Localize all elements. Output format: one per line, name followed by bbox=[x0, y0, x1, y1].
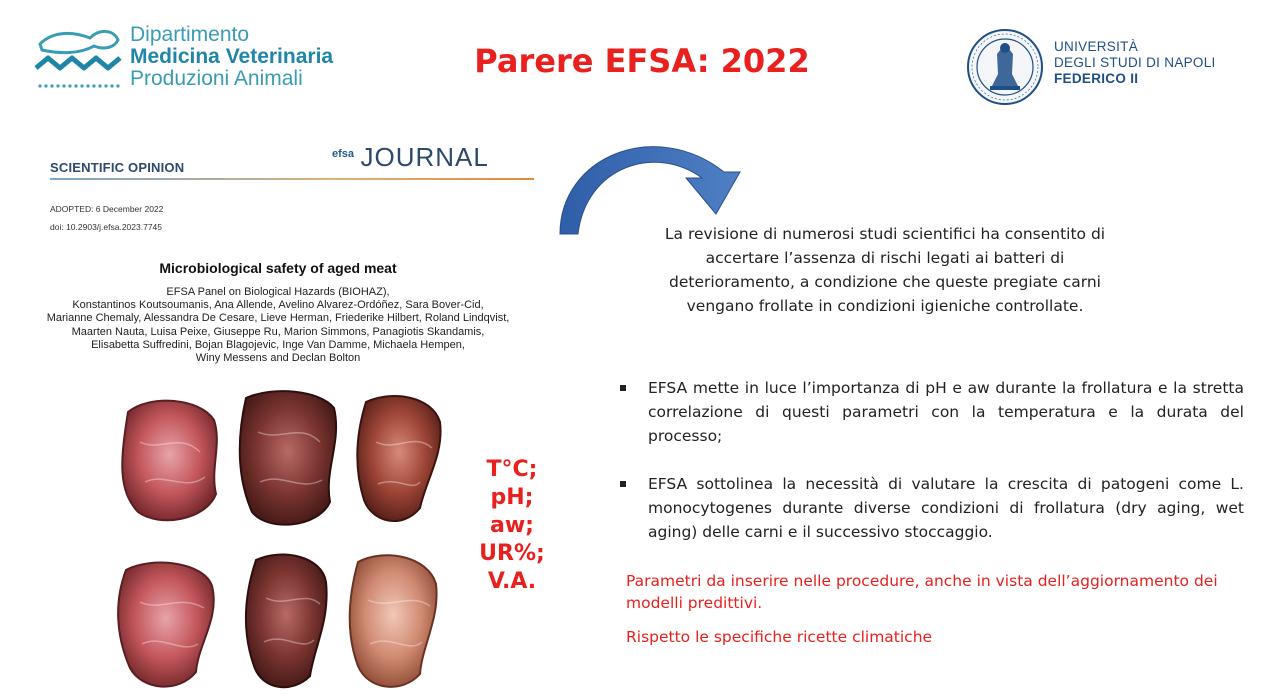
summary-line: deterioramento, a condizione che queste pregiate carni bbox=[669, 273, 1101, 291]
department-line2: Medicina Veterinaria bbox=[130, 45, 334, 68]
param-humidity: UR%; bbox=[479, 541, 545, 566]
department-name bbox=[130, 24, 333, 90]
university-logo bbox=[966, 28, 1256, 108]
note-climate-recipes: Rispetto le specifiche ricette climatiche bbox=[626, 628, 933, 646]
bullet-list bbox=[618, 376, 1244, 568]
author-line: EFSA Panel on Biological Hazards (BIOHAZ), bbox=[166, 286, 390, 298]
parameter-list bbox=[466, 456, 558, 596]
journal-word: JOURNAL bbox=[360, 142, 489, 172]
bullet-item: EFSA mette in luce l’importanza di pH e aw durante la frollatura e la stretta correlazione di questi parametri con la temperatura e la durata del processo; bbox=[618, 376, 1244, 448]
department-line3: Produzioni Animali bbox=[130, 67, 303, 90]
department-line1: Dipartimento bbox=[130, 23, 250, 46]
summary-line: La revisione di numerosi studi scientifici ha consentito di bbox=[664, 225, 1106, 243]
meat-cut bbox=[246, 555, 327, 688]
meat-cut bbox=[350, 555, 437, 687]
summary-text bbox=[610, 222, 1160, 318]
summary-line: accertare l’assenza di rischi legati ai batteri di bbox=[705, 249, 1065, 267]
summary-line: vengano frollate in condizioni igieniche controllate. bbox=[686, 297, 1084, 315]
author-line: Konstantinos Koutsoumanis, Ana Allende, Avelino Alvarez-Ordóñez, Sara Bover-Cid, bbox=[72, 299, 484, 312]
university-line3: FEDERICO II bbox=[1054, 71, 1139, 86]
param-air-speed: V.A. bbox=[487, 569, 537, 594]
doi-text: doi: 10.2903/j.efsa.2023.7745 bbox=[50, 222, 163, 232]
curved-arrow-icon bbox=[556, 126, 776, 236]
param-temperature: T°C; bbox=[486, 457, 538, 482]
university-line1: UNIVERSITÀ bbox=[1054, 39, 1139, 54]
section-divider bbox=[50, 178, 534, 180]
note-parameters: Parametri da inserire nelle procedure, anche in vista dell’aggiornamento dei modelli predittivi. bbox=[626, 572, 1218, 612]
department-logo bbox=[34, 24, 354, 96]
meat-cut bbox=[122, 401, 217, 521]
paper-title: Microbiological safety of aged meat bbox=[159, 260, 397, 276]
meat-cut bbox=[118, 563, 214, 687]
university-name bbox=[1054, 39, 1216, 87]
author-line: Winy Messens and Declan Bolton bbox=[195, 352, 361, 365]
author-line: Marianne Chemaly, Alessandra De Cesare, Lieve Herman, Friederike Hilbert, Roland Lindqvist, bbox=[46, 312, 510, 325]
efsa-journal-logo bbox=[332, 142, 489, 173]
meat-cut bbox=[240, 391, 336, 525]
university-line2: DEGLI STUDI DI NAPOLI bbox=[1054, 55, 1216, 70]
param-aw: aw; bbox=[490, 513, 534, 538]
efsa-mark: efsa bbox=[332, 148, 355, 160]
page-title: Parere EFSA: 2022 bbox=[474, 42, 810, 80]
paper-clipping bbox=[18, 140, 538, 378]
bullet-item: EFSA sottolinea la necessità di valutare la crescita di patogeni come L. monocytogenes durante diverse condizioni di frollatura (dry aging, wet aging) delle carni e il successivo stoccaggio. bbox=[618, 472, 1244, 544]
param-ph: pH; bbox=[490, 485, 534, 510]
author-line: Maarten Nauta, Luisa Peixe, Giuseppe Ru, Marion Simmons, Panagiotis Skandamis, bbox=[71, 325, 485, 338]
author-list bbox=[18, 286, 538, 365]
university-seal-icon bbox=[966, 28, 1044, 106]
section-label: SCIENTIFIC OPINION bbox=[50, 160, 185, 175]
author-line: Elisabetta Suffredini, Bojan Blagojevic, Inge Van Damme, Michaela Hempen, bbox=[91, 338, 465, 351]
adopted-date: ADOPTED: 6 December 2022 bbox=[50, 204, 164, 214]
meat-cut bbox=[357, 396, 440, 521]
cow-wave-logo-icon bbox=[34, 24, 130, 96]
